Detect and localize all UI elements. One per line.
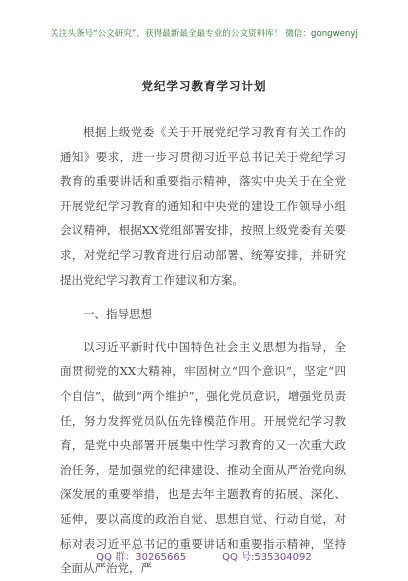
document-body bbox=[60, 120, 346, 581]
footer-qq-group: QQ 群：30265665 bbox=[96, 552, 187, 563]
header-promo-note: 关注头条号“公文研究”，获得最新最全最专业的公文资料库！ 微信：gongwenyj bbox=[50, 29, 358, 39]
guiding-ideology-paragraph: 以习近平新时代中国特色社会主义思想为指导，全面贯彻党的XX大精神，牢固树立“四个意识”，坚定“四个自信”，做到“两个维护”，强化党员意识，增强党员责任，努力发挥党员队伍先锋模范作用。开展党纪学习教育，是党中央部署开展集中性学习教育的又一次重大政治任务，是加强党的纪律建设、推动全面从严治党向纵深发展的重要举措，也是去年主题教育的拓展、深化、延伸，要以高度的政治自觉、思想自觉、行动自觉，对标对表习近平总书记的重要讲话和重要指示精神，坚持全面从严治党，严 bbox=[60, 339, 346, 576]
section-heading-guiding-ideology: 一、指导思想 bbox=[83, 307, 152, 322]
document-title: 党纪学习教育学习计划 bbox=[141, 79, 267, 93]
intro-paragraph: 根据上级党委《关于开展党纪学习教育有关工作的通知》要求，进一步习贯彻习近平总书记关于党纪学习教育的重要讲话和重要指示精神，落实中央关于在全党开展党纪学习教育的通知和中央党的建设工作领导小组会议精神，根据XX党组部署安排，按照上级党委有关要求，对党纪学习教育进行启动部署、统筹安排，并研究提出党纪学习教育工作建议和方案。 bbox=[60, 125, 346, 287]
footer-qq-number: QQ 号:535304092 bbox=[222, 552, 312, 563]
footer-contact bbox=[0, 548, 408, 563]
